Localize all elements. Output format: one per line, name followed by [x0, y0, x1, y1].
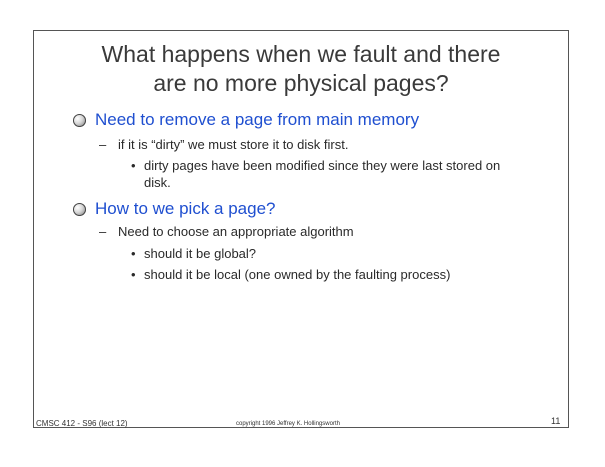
main-point-text: Need to remove a page from main memory	[95, 110, 420, 129]
sub-point-text: Need to choose an appropriate algorithm	[118, 224, 354, 239]
detail-point-text: should it be global?	[144, 246, 257, 261]
main-point-text: How to we pick a page?	[95, 199, 276, 218]
sub-point-text: if it is “dirty” we must store it to disk first.	[118, 137, 349, 152]
round-bullet-icon	[73, 114, 86, 127]
small-bullet-icon: •	[131, 267, 136, 282]
detail-point-text: dirty pages have been modified since they were last stored on disk.	[144, 158, 501, 190]
small-bullet-icon: •	[131, 158, 136, 173]
slide-title-line-1: What happens when we fault and there	[101, 41, 501, 67]
page-number: 11	[551, 416, 561, 426]
footer-course-label: CMSC 412 - S96 (lect 12)	[36, 419, 128, 428]
dash-icon: –	[99, 224, 107, 239]
small-bullet-icon: •	[131, 246, 136, 261]
slide-title-line-2: are no more physical pages?	[153, 70, 449, 96]
slide-title	[33, 40, 569, 98]
detail-point-text: should it be local (one owned by the faulting process)	[144, 267, 451, 282]
dash-icon: –	[99, 137, 107, 152]
round-bullet-icon	[73, 203, 86, 216]
footer-copyright: copyright 1996 Jeffrey K. Hollingsworth	[236, 421, 340, 427]
